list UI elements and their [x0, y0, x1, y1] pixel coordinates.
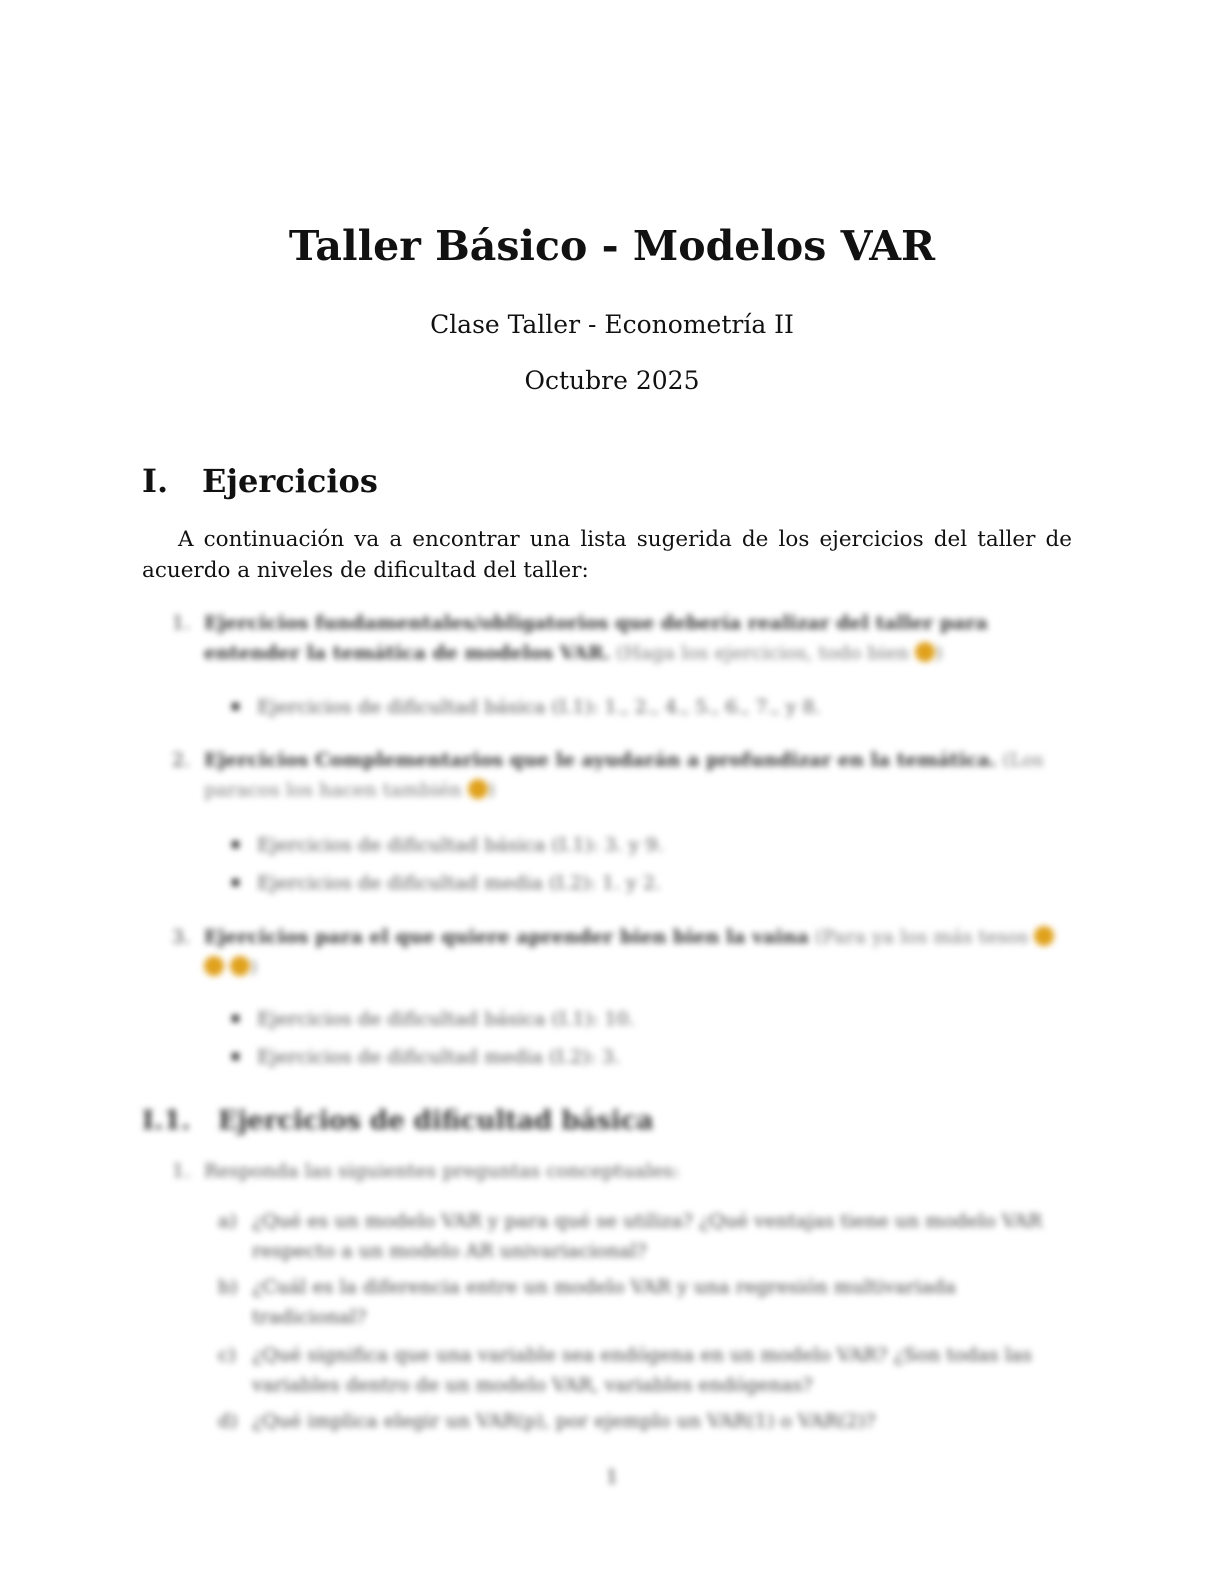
item-note: (Para ya los más tesos — [814, 926, 1029, 948]
document-title: Taller Básico - Modelos VAR — [288, 222, 936, 270]
item-number: 3. — [172, 926, 191, 948]
subsection-heading — [142, 1106, 654, 1136]
sub-question — [218, 1340, 1072, 1400]
item-bold-text: Ejercicios para el que quiere aprender bien bien la vaina — [204, 926, 809, 948]
section-heading — [142, 462, 378, 500]
intro-paragraph: A continuación va a encontrar una lista sugerida de los ejercicios del taller de acuerdo a niveles de dificultad del taller: — [142, 527, 1072, 583]
sub-question-text: ¿Qué significa que una variable sea endógena en un modelo VAR? ¿Son todas las variables dentro de un modelo VAR, variables endógenas? — [252, 1344, 1032, 1396]
bullet-icon — [232, 841, 239, 848]
document-date: Octubre 2025 — [524, 366, 700, 395]
sub-item-text: Ejercicios de dificultad básica (I.1): 3. y 9. — [257, 834, 664, 856]
question-item — [172, 1156, 1074, 1186]
sub-question-label: c) — [218, 1344, 237, 1366]
sub-question — [218, 1272, 1072, 1332]
mindblown-emoji-icon — [230, 956, 250, 976]
document-subtitle: Clase Taller - Econometría II — [430, 310, 794, 339]
list-item — [172, 745, 1074, 805]
bullet-icon — [232, 1053, 239, 1060]
item-note: (Los paracos los hacen también — [204, 749, 1044, 801]
item-bold-text: Ejercicios Complementarios que le ayudarán a profundizar en la temática. — [204, 749, 997, 771]
question-number: 1. — [172, 1160, 191, 1182]
page-number: 1 — [605, 1466, 619, 1488]
question-text: Responda las siguientes preguntas conceptuales: — [204, 1160, 680, 1182]
list-item — [172, 922, 1074, 982]
sub-item-text: Ejercicios de dificultad media (I.2): 3. — [257, 1046, 621, 1068]
smile-emoji-icon — [915, 642, 935, 662]
bullet-icon — [232, 1015, 239, 1022]
item-number: 2. — [172, 749, 191, 771]
subsection-number: I.1. — [142, 1106, 191, 1136]
bullet-icon — [232, 879, 239, 886]
sub-question — [218, 1406, 1072, 1436]
sub-question-label: d) — [218, 1410, 238, 1432]
sub-item-text: Ejercicios de dificultad básica (I.1): 1., 2., 4., 5., 6., 7., y 8. — [257, 696, 821, 718]
sub-question-label: b) — [218, 1276, 238, 1298]
sub-list-item — [232, 1042, 620, 1072]
list-item — [172, 608, 1074, 668]
bullet-icon — [232, 703, 239, 710]
sub-item-text: Ejercicios de dificultad básica (I.1): 10. — [257, 1008, 635, 1030]
item-note-tail: ) — [935, 642, 943, 664]
sub-list-item — [232, 868, 661, 898]
sub-question-text: ¿Qué es un modelo VAR y para qué se utiliza? ¿Qué ventajas tiene un modelo VAR respecto a un modelo AR univariacional? — [252, 1210, 1043, 1262]
item-note-tail: ) — [487, 779, 495, 801]
sub-list-item — [232, 830, 664, 860]
item-number: 1. — [172, 612, 191, 634]
mindblown-emoji-icon — [204, 956, 224, 976]
item-note: (Haga los ejercicios, todo bien — [616, 642, 910, 664]
sub-question-label: a) — [218, 1210, 237, 1232]
cool-emoji-icon — [468, 779, 488, 799]
sub-question — [218, 1206, 1072, 1266]
mindblown-emoji-icon — [1034, 926, 1054, 946]
sub-list-item — [232, 692, 821, 722]
section-number: I. — [142, 462, 169, 500]
sub-item-text: Ejercicios de dificultad media (I.2): 1. y 2. — [257, 872, 662, 894]
sub-question-text: ¿Qué implica elegir un VAR(p), por ejemplo un VAR(1) o VAR(2)? — [252, 1410, 876, 1432]
sub-list-item — [232, 1004, 635, 1034]
item-note-tail: ) — [250, 956, 258, 978]
item-bold-text: Ejercicios fundamentales/obligatorios que debería realizar del taller para entender la temática de modelos VAR. — [204, 612, 988, 664]
section-title: Ejercicios — [202, 462, 378, 500]
sub-question-text: ¿Cuál es la diferencia entre un modelo VAR y una regresión multivariada tradicional? — [252, 1276, 957, 1328]
subsection-title: Ejercicios de dificultad básica — [218, 1106, 654, 1136]
